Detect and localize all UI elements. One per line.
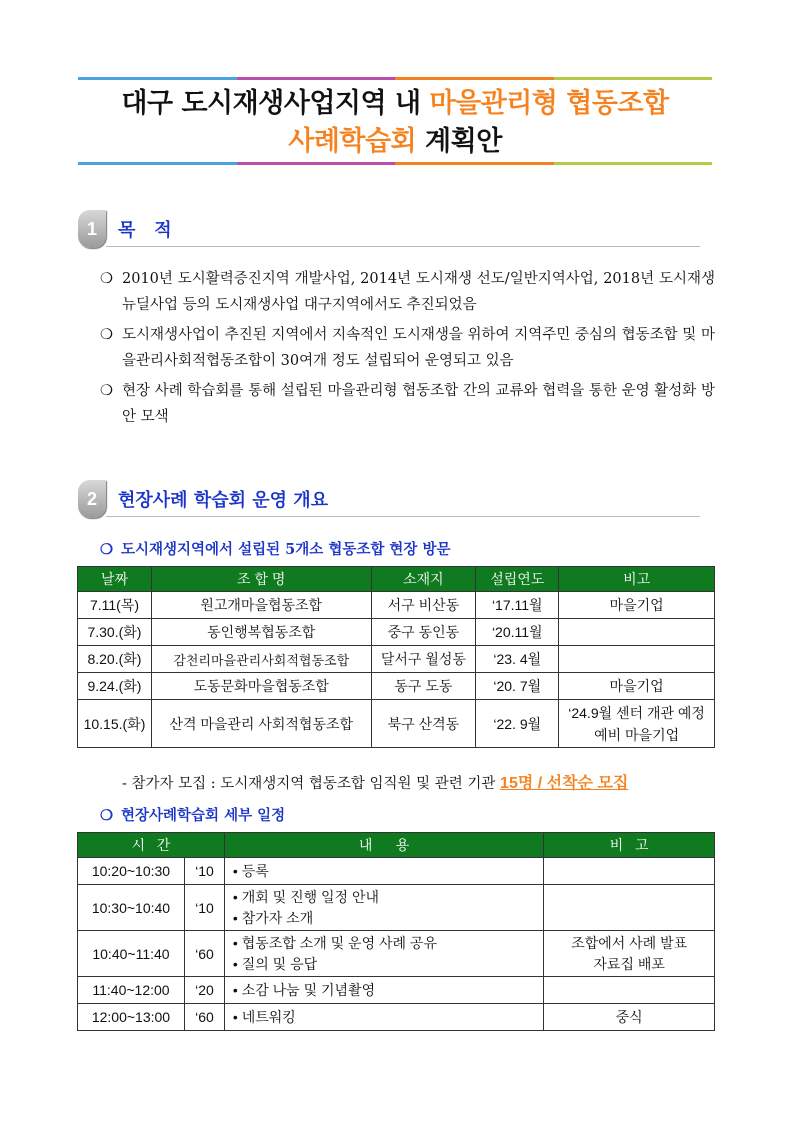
content-item-text: 등록	[241, 863, 269, 879]
circle-bullet-icon: ❍	[100, 807, 113, 824]
cell-content	[224, 885, 543, 931]
section-1-header	[78, 210, 678, 250]
cell-content	[224, 1004, 543, 1031]
purpose-bullet	[100, 322, 715, 374]
dot-bullet-icon: •	[232, 934, 238, 951]
cell-coop-name: 도동문화마을협동조합	[151, 673, 371, 700]
dot-bullet-icon: •	[232, 1009, 238, 1025]
column-header: 날짜	[78, 567, 152, 592]
table-row	[78, 700, 715, 748]
cell-time: 10:20~10:30	[78, 858, 185, 885]
cell-coop-name: 감천리마을관리사회적협동조합	[151, 646, 371, 673]
cell-year: ‘20. 7월	[476, 673, 559, 700]
table-row	[78, 858, 715, 885]
table-row	[78, 1004, 715, 1031]
title-line2-part2: 계획안	[416, 126, 502, 157]
content-item	[233, 980, 539, 1000]
cell-year: ‘23. 4월	[476, 646, 559, 673]
cell-content	[224, 977, 543, 1004]
column-header: 소재지	[371, 567, 476, 592]
table-header-row	[78, 833, 715, 858]
column-header: 비 고	[544, 833, 715, 858]
rule-segment-orange	[395, 77, 554, 80]
content-item	[233, 1007, 539, 1027]
rule-segment-orange	[395, 162, 554, 165]
rule-segment-green	[554, 162, 713, 165]
table-row	[78, 619, 715, 646]
title-top-rule	[78, 77, 712, 80]
bullet-text: 현장 사례 학습회를 통해 설립된 마을관리형 협동조합 간의 교류와 협력을 통한 운영 활성화 방안 모색	[122, 383, 715, 425]
cell-coop-name: 원고개마을협동조합	[151, 592, 371, 619]
content-item-text: 네트워킹	[241, 1009, 296, 1025]
cell-time: 11:40~12:00	[78, 977, 185, 1004]
cell-date: 8.20.(화)	[78, 646, 152, 673]
table-row	[78, 977, 715, 1004]
content-item	[233, 908, 539, 929]
subheading-text: 도시재생지역에서 설립된 5개소 협동조합 현장 방문	[121, 541, 451, 558]
column-header: 설립연도	[476, 567, 559, 592]
column-header: 조 합 명	[151, 567, 371, 592]
rule-segment-blue	[78, 162, 237, 165]
section-rule	[106, 516, 700, 517]
cell-location: 중구 동인동	[371, 619, 476, 646]
purpose-bullets	[100, 266, 715, 434]
cell-date: 7.11(목)	[78, 592, 152, 619]
table-header-row	[78, 567, 715, 592]
purpose-bullet	[100, 378, 715, 430]
cell-minutes: ‘60	[184, 931, 224, 977]
title-line-2	[78, 124, 712, 160]
cell-time: 10:30~10:40	[78, 885, 185, 931]
cell-time: 10:40~11:40	[78, 931, 185, 977]
schedule-subheading	[100, 804, 285, 825]
section-title: 현장사례 학습회 운영 개요	[118, 490, 329, 511]
title-line1-part1: 대구 도시재생사업지역 내	[121, 88, 430, 119]
cell-remark	[544, 977, 715, 1004]
column-header: 비고	[559, 567, 715, 592]
content-item	[233, 933, 539, 954]
section-number-badge: 1	[78, 210, 106, 248]
circle-bullet-icon: ❍	[100, 327, 113, 343]
title-line-1	[78, 86, 712, 122]
cell-remark: 중식	[544, 1004, 715, 1031]
cell-minutes: ‘10	[184, 885, 224, 931]
cell-year: ‘20.11월	[476, 619, 559, 646]
circle-bullet-icon: ❍	[100, 541, 113, 558]
table-row	[78, 592, 715, 619]
section-title: 목 적	[118, 220, 172, 241]
cell-remark: ‘24.9월 센터 개관 예정 예비 마을기업	[559, 700, 715, 748]
cell-remark: 조합에서 사례 발표 자료집 배포	[544, 931, 715, 977]
cell-time: 12:00~13:00	[78, 1004, 185, 1031]
cell-year: ‘17.11월	[476, 592, 559, 619]
dot-bullet-icon: •	[232, 982, 238, 998]
content-item	[233, 861, 539, 881]
cell-location: 동구 도동	[371, 673, 476, 700]
table-row	[78, 673, 715, 700]
cell-content	[224, 858, 543, 885]
content-item-text: 개회 및 진행 일정 안내	[241, 888, 379, 905]
cell-date: 10.15.(화)	[78, 700, 152, 748]
table-row	[78, 646, 715, 673]
cell-remark	[559, 619, 715, 646]
circle-bullet-icon: ❍	[100, 383, 113, 399]
cell-coop-name: 산격 마을관리 사회적협동조합	[151, 700, 371, 748]
dot-bullet-icon: •	[232, 909, 238, 926]
cell-remark: 마을기업	[559, 592, 715, 619]
rule-segment-blue	[78, 77, 237, 80]
dot-bullet-icon: •	[232, 888, 238, 905]
title-line2-highlight: 사례학습회	[288, 126, 417, 157]
title-bottom-rule	[78, 162, 712, 165]
bullet-text: 도시재생사업이 추진된 지역에서 지속적인 도시재생을 위하여 지역주민 중심의 협동조합 및 마을관리사회적협동조합이 30여개 정도 설립되어 운영되고 있음	[122, 327, 715, 369]
cell-remark	[544, 858, 715, 885]
section-number-badge: 2	[78, 480, 106, 518]
cell-remark	[544, 885, 715, 931]
cell-coop-name: 동인행복협동조합	[151, 619, 371, 646]
section-2-header	[78, 480, 678, 520]
visit-subheading	[100, 538, 450, 559]
cell-location: 북구 산격동	[371, 700, 476, 748]
section-rule	[106, 246, 700, 247]
title-line1-highlight: 마을관리형 협동조합	[429, 88, 669, 119]
table-row	[78, 885, 715, 931]
rule-segment-green	[554, 77, 713, 80]
bullet-text: 2010년 도시활력증진지역 개발사업, 2014년 도시재생 선도/일반지역사업, 2018년 도시재생 뉴딜사업 등의 도시재생사업 대구지역에서도 추진되었음	[122, 271, 715, 313]
cell-date: 9.24.(화)	[78, 673, 152, 700]
content-item-text: 질의 및 응답	[241, 955, 318, 972]
cell-content	[224, 931, 543, 977]
cell-remark	[559, 646, 715, 673]
content-item-text: 참가자 소개	[241, 909, 314, 926]
document-title	[78, 86, 712, 160]
cell-date: 7.30.(화)	[78, 619, 152, 646]
cell-remark: 마을기업	[559, 673, 715, 700]
cell-location: 달서구 월성동	[371, 646, 476, 673]
rule-segment-purple	[237, 162, 396, 165]
cell-minutes: ‘10	[184, 858, 224, 885]
subheading-text: 현장사례학습회 세부 일정	[121, 807, 286, 824]
purpose-bullet	[100, 266, 715, 318]
content-item	[233, 887, 539, 908]
visit-table	[77, 566, 715, 748]
circle-bullet-icon: ❍	[100, 271, 113, 287]
column-header: 내 용	[224, 833, 543, 858]
content-item-text: 소감 나눔 및 기념촬영	[241, 982, 376, 998]
table-row	[78, 931, 715, 977]
note-emphasis: 15명 / 선착순 모집	[500, 775, 629, 792]
dot-bullet-icon: •	[232, 955, 238, 972]
cell-minutes: ‘60	[184, 1004, 224, 1031]
cell-location: 서구 비산동	[371, 592, 476, 619]
schedule-table	[77, 832, 715, 1031]
note-text: - 참가자 모집 : 도시재생지역 협동조합 임직원 및 관련 기관	[122, 776, 501, 792]
dot-bullet-icon: •	[232, 863, 238, 879]
content-item-text: 협동조합 소개 및 운영 사례 공유	[241, 934, 437, 951]
column-header: 시 간	[78, 833, 225, 858]
recruitment-note	[122, 770, 628, 793]
cell-year: ‘22. 9월	[476, 700, 559, 748]
cell-minutes: ‘20	[184, 977, 224, 1004]
content-item	[233, 954, 539, 975]
rule-segment-purple	[237, 77, 396, 80]
